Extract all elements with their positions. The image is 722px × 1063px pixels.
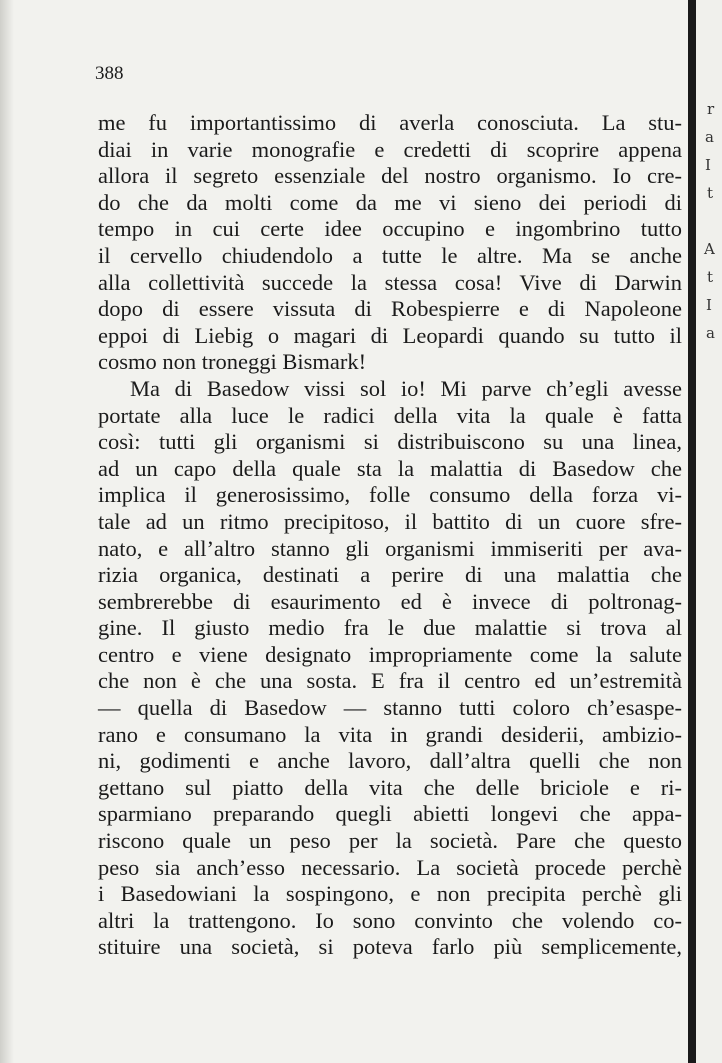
- text-line: ni, godimenti e anche lavoro, dall’altra quelli che non: [98, 748, 682, 774]
- text-line: me fu importantissimo di averla conosciuta. La stu-: [98, 110, 682, 135]
- spine-shadow: [0, 0, 14, 1063]
- text-line: rizia organica, destinati a perire di una malattia che: [98, 562, 682, 588]
- text-line: centro e viene designato impropriamente come la salute: [98, 641, 682, 667]
- edge-letter: r: [707, 100, 715, 118]
- text-line: tempo in cui certe idee occupino e ingombrino tutto: [98, 216, 682, 242]
- text-line: altri la trattengono. Io sono convinto che volendo co-: [98, 907, 682, 933]
- text-line: allora il segreto essenziale del nostro organismo. Io cre-: [98, 163, 682, 189]
- text-line: sembrerebbe di esaurimento ed è invece di poltronag-: [98, 588, 682, 614]
- body-text: [98, 110, 682, 961]
- edge-letter: t: [707, 268, 714, 286]
- text-line: dopo di essere vissuta di Robespierre e di Napoleone: [98, 296, 682, 322]
- text-line: cosmo non troneggi Bismark!: [98, 349, 367, 375]
- text-line: diai in varie monografie e credetti di scoprire appena: [98, 136, 682, 162]
- next-page-edge: [696, 0, 722, 1063]
- edge-letter: I: [705, 156, 711, 174]
- text-line: portate alla luce le radici della vita la quale è fatta: [98, 402, 682, 428]
- text-line: tale ad un ritmo precipitoso, il battito di un cuore sfre-: [98, 508, 682, 534]
- text-line: — quella di Basedow — stanno tutti coloro ch’esaspe-: [98, 695, 682, 721]
- text-line: rano e consumano la vita in grandi desiderii, ambizio-: [98, 721, 682, 747]
- text-line: do che da molti come da me vi sieno dei periodi di: [98, 189, 682, 215]
- text-line: così: tutti gli organismi si distribuiscono su una linea,: [98, 429, 682, 455]
- text-line: implica il generosissimo, folle consumo della forza vi-: [98, 482, 682, 508]
- text-line: stituire una società, si poteva farlo più semplicemente,: [98, 934, 682, 960]
- text-line: ad un capo della quale sta la malattia di Basedow che: [98, 455, 682, 481]
- text-line: sparmiano preparando quegli abietti longevi che appa-: [98, 801, 682, 827]
- book-gutter: [688, 0, 696, 1063]
- text-line: peso sia anch’esso necessario. La società procede perchè: [98, 854, 682, 880]
- edge-letter: t: [707, 184, 714, 202]
- text-line: eppoi di Liebig o magari di Leopardi quando su tutto il: [98, 322, 682, 348]
- edge-letter: a: [705, 128, 714, 146]
- edge-letter: A: [704, 240, 715, 258]
- text-line: nato, e all’altro stanno gli organismi immiseriti per ava-: [98, 535, 682, 561]
- text-line: gettano sul piatto della vita che delle briciole e ri-: [98, 774, 682, 800]
- text-line: Ma di Basedow vissi sol io! Mi parve ch’egli avesse: [130, 375, 682, 401]
- text-line: alla collettività succede la stessa cosa! Vive di Darwin: [98, 269, 682, 295]
- text-line: che non è che una sosta. E fra il centro ed un’estremità: [98, 668, 682, 694]
- text-line: riscono quale un peso per la società. Pare che questo: [98, 828, 682, 854]
- page-number: 388: [95, 63, 124, 84]
- edge-letter: I: [706, 296, 712, 314]
- edge-letter: a: [706, 324, 715, 342]
- text-line: il cervello chiudendolo a tutte le altre. Ma se anche: [98, 242, 682, 268]
- text-line: gine. Il giusto medio fra le due malattie si trova al: [98, 615, 682, 641]
- text-line: i Basedowiani la sospingono, e non precipita perchè gli: [98, 881, 682, 907]
